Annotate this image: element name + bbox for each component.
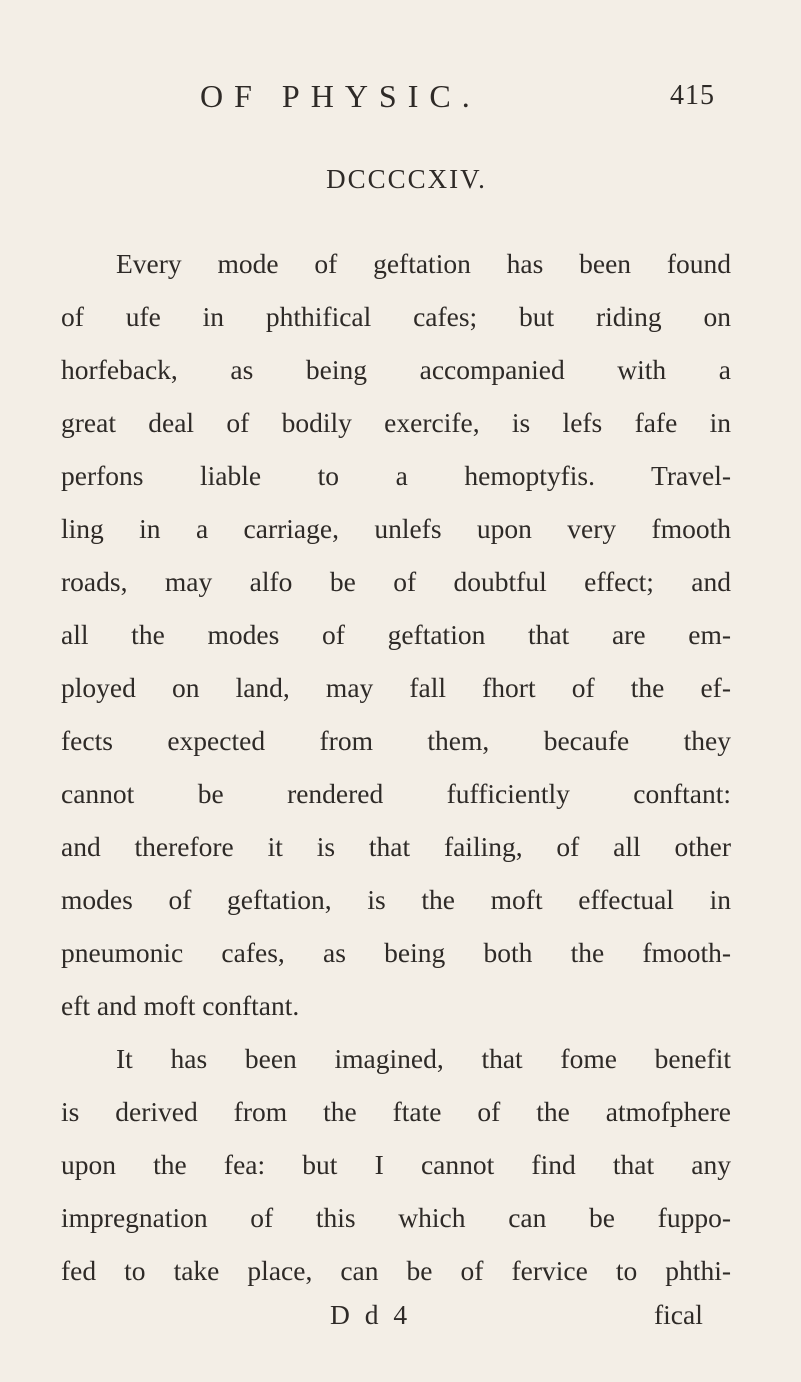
text-line: pneumonic cafes, as being both the fmooth-	[61, 937, 731, 968]
text-line: modes of geftation, is the moft effectual in	[61, 884, 731, 915]
text-line: ling in a carriage, unlefs upon very fmooth	[61, 513, 731, 544]
text-line: is derived from the ftate of the atmofphere	[61, 1096, 731, 1127]
running-title: OF PHYSIC.	[200, 78, 481, 114]
signature-mark: D d 4	[330, 1299, 412, 1330]
text-line: impregnation of this which can be fuppo-	[61, 1202, 731, 1233]
running-head	[0, 78, 801, 122]
text-line: all the modes of geftation that are em-	[61, 619, 731, 650]
page-number: 415	[670, 80, 715, 111]
text-line: It has been imagined, that fome benefit	[116, 1043, 731, 1074]
text-line: ployed on land, may fall fhort of the ef-	[61, 672, 731, 703]
text-line: of ufe in phthifical cafes; but riding on	[61, 301, 731, 332]
text-line: horfeback, as being accompanied with a	[61, 354, 731, 385]
text-line: roads, may alfo be of doubtful effect; and	[61, 566, 731, 597]
text-line: Every mode of geftation has been found	[116, 248, 731, 279]
catchword: fical	[654, 1299, 703, 1330]
text-line: fed to take place, can be of fervice to phthi-	[61, 1255, 731, 1286]
text-line: upon the fea: but I cannot find that any	[61, 1149, 731, 1180]
text-line: perfons liable to a hemoptyfis. Travel-	[61, 460, 731, 491]
text-line: eft and moft conftant.	[61, 990, 300, 1021]
text-line: cannot be rendered fufficiently conftant:	[61, 778, 731, 809]
text-line: and therefore it is that failing, of all other	[61, 831, 731, 862]
section-number: DCCCCXIV.	[326, 164, 487, 194]
text-line: fects expected from them, becaufe they	[61, 725, 731, 756]
text-line: great deal of bodily exercife, is lefs fafe in	[61, 407, 731, 438]
